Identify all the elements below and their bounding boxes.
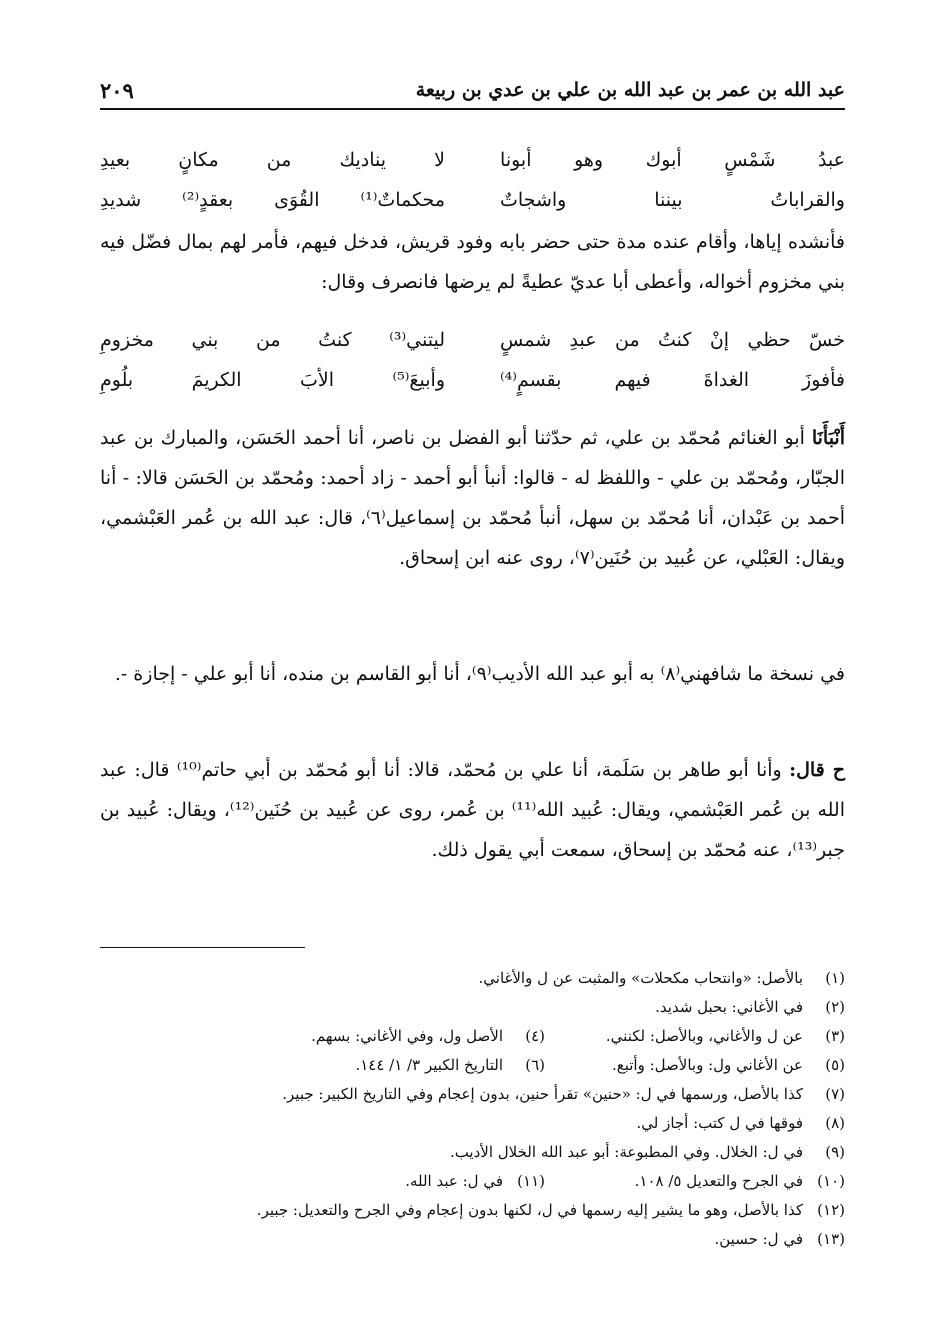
footnote-text: كذا بالأصل، وهو ما يشير إليه رسمها في ل، لكنها بدون إعجام وفي الجرح والتعديل: جبير. — [256, 1201, 803, 1219]
verse-word: والقراباتُ — [770, 189, 845, 211]
verse-word: مخزومِ — [100, 329, 154, 351]
footnote-text: في الجرح والتعديل ٥/ ١٠٨. — [634, 1172, 803, 1190]
footnote-number: (٨) — [825, 1114, 845, 1132]
footnote-row — [100, 1051, 845, 1080]
second-hemistich — [100, 189, 445, 211]
footnote-number: (١٠) — [817, 1172, 845, 1190]
first-hemistich — [500, 189, 845, 211]
footnote — [655, 993, 845, 1022]
footnote-number: (٧) — [825, 1085, 845, 1103]
footnote — [545, 1167, 845, 1196]
footnote — [257, 1196, 845, 1225]
verse-word: واشجاتٌ — [500, 189, 567, 211]
verse-word: محكماتٌ⁽¹⁾ — [360, 189, 445, 211]
footnote-text: عن ل والأغاني، وبالأصل: لكنني. — [605, 1027, 803, 1045]
verse-word: أبونا — [500, 149, 532, 171]
footnote-row — [100, 1138, 845, 1167]
isnad-lead: أَنْبَأَنَا — [811, 427, 845, 449]
footnote-number: (٥) — [825, 1056, 845, 1074]
footnote-text: فوقها في ل كتب: أجاز لي. — [636, 1114, 803, 1132]
verse-word: بعقدٍ⁽²⁾ — [182, 189, 234, 211]
verse-word: القُوَى — [274, 189, 320, 211]
verse-word: من — [255, 329, 281, 351]
first-hemistich — [500, 329, 845, 351]
isnad-paragraph — [100, 418, 845, 578]
verse-word: بني — [191, 329, 219, 351]
verse-word: خسّ — [809, 329, 845, 351]
verse-word: بقسمٍ⁽⁴⁾ — [500, 369, 562, 391]
verse-word: الغداةَ — [703, 369, 750, 391]
footnote-row — [100, 1022, 845, 1051]
second-hemistich — [100, 149, 445, 171]
footnotes — [100, 964, 845, 1254]
verse-word: وأبيعَ⁽⁵⁾ — [392, 369, 445, 391]
verse-word: الأبَ — [300, 369, 335, 391]
verse-word: من — [266, 149, 292, 171]
verse-word: من — [614, 329, 640, 351]
running-title: عبد الله بن عمر بن عبد الله بن علي بن عدي بن ربيعة — [415, 79, 845, 101]
footnote-number: (١١) — [517, 1172, 545, 1190]
verse-word: بيننا — [654, 189, 683, 211]
verse-word: فيهم — [614, 369, 651, 391]
footnote-row — [100, 964, 845, 993]
verse-word: مكانٍ — [178, 149, 219, 171]
footnote-text: كذا بالأصل، ورسمها في ل: «حنين» تقرأ حنين، بدون إعجام وفي التاريخ الكبير: جبير. — [282, 1085, 803, 1103]
verse-word: عبدُ — [817, 149, 845, 171]
footnote-text: الأصل ول، وفي الأغاني: بسهم. — [311, 1027, 503, 1045]
verse-word: إنْ — [709, 329, 730, 351]
first-hemistich — [500, 149, 845, 171]
footnote-number: (٣) — [825, 1027, 845, 1045]
footnote-text: في ل: حسين. — [714, 1230, 803, 1248]
verse-line — [100, 140, 845, 180]
footnote-text: في ل: عبد الله. — [405, 1172, 503, 1190]
footnote-row — [100, 1196, 845, 1225]
footnote — [282, 1080, 845, 1109]
verse-line — [100, 320, 845, 360]
footnote — [636, 1109, 845, 1138]
footnote — [479, 964, 846, 993]
first-hemistich — [500, 369, 845, 391]
second-isnad-lead: ح قال: — [789, 759, 845, 781]
verse-word: أبوك — [645, 149, 682, 171]
verse-word: بلُومِ — [100, 369, 134, 391]
verse-word: الكريمَ — [191, 369, 242, 391]
poem-1 — [100, 140, 845, 220]
footnote-number: (٢) — [825, 998, 845, 1016]
footnote-text: التاريخ الكبير ٣/ ١/ ١٤٤. — [355, 1056, 503, 1074]
verse-word: يناديك — [339, 149, 387, 171]
verse-word: ليتني⁽³⁾ — [389, 329, 445, 351]
footnote-number: (٦) — [525, 1056, 545, 1074]
footnote — [450, 1138, 845, 1167]
verse-word: شديدِ — [100, 189, 142, 211]
footnote-row — [100, 1167, 845, 1196]
second-hemistich — [100, 369, 445, 391]
narrative-paragraph: فأنشده إياها، وأقام عنده مدة حتى حضر بابه وفود قريش، فدخل فيهم، فأمر لهم بمال فضّل فيه بني مخزوم أخواله، وأعطى أبا عديّ عطيةً لم يرضها فانصرف وقال: — [100, 231, 845, 293]
book-page — [100, 62, 845, 1312]
footnote-text: في الأغاني: بحبل شديد. — [655, 998, 803, 1016]
verse-word: كنتُ — [318, 329, 352, 351]
footnote-number: (١٢) — [817, 1201, 845, 1219]
verse-word: حظي — [747, 329, 791, 351]
footnote-text: عن الأغاني ول: وبالأصل: وأتبع. — [611, 1056, 803, 1074]
isnad-text: أبو الغنائم مُحمّد بن علي، ثم حدّثنا أبو الفضل بن ناصر، أنا أحمد الحَسَن، والمبارك بن عبد الجبّار، ومُحمّد بن علي - واللفظ له - قالوا: أنبأ أبو أحمد - زاد أحمد: ومُحمّد بن الحَسَن قالا: - أنا أحمد بن عَبْدان، أنا مُحمّد بن سهل، أنبأ مُحمّد بن إسماعيل⁽٦⁾، قال: عبد الله بن عُمر العَبْشمي، ويقال: العَبْلي، عن عُبيد بن حُنَين⁽٧⁾، روى عنه ابن إسحاق. — [100, 427, 845, 569]
second-hemistich — [100, 329, 445, 351]
verse-line — [100, 180, 845, 220]
verse-word: لا — [434, 149, 445, 171]
page-number: ٢٠٩ — [100, 77, 134, 103]
footnote — [245, 1051, 545, 1080]
verse-word: شمسٍ — [500, 329, 552, 351]
second-isnad-paragraph — [100, 750, 845, 870]
verse-word: كنتُ — [658, 329, 692, 351]
footnote-row — [100, 993, 845, 1022]
footnote-number: (١) — [825, 969, 845, 987]
verse-word: وهو — [574, 149, 604, 171]
footnote — [714, 1225, 845, 1254]
page-header — [100, 72, 845, 108]
footnote-row — [100, 1109, 845, 1138]
second-isnad-text: وأنا أبو طاهر بن سَلَمة، أنا علي بن مُحمّد، قالا: أنا أبو مُحمّد بن أبي حاتم⁽¹⁰⁾ قال: عبد الله بن عُمر العَبْشمي، ويقال: عُبيد الله⁽¹¹⁾ بن عُمر، روى عن عُبيد بن حُنَين⁽¹²⁾، ويقال: عُبيد بن جبر⁽¹³⁾، عنه مُحمّد بن إسحاق، سمعت أبي يقول ذلك. — [100, 759, 846, 861]
footnote-row — [100, 1225, 845, 1254]
footnote — [245, 1167, 545, 1196]
footnote-text: في ل: الخلال. وفي المطبوعة: أبو عبد الله الخلال الأديب. — [449, 1143, 803, 1161]
footnote — [245, 1022, 545, 1051]
footnote-text: بالأصل: «وانتحاب مكحلات» والمثبت عن ل والأغاني. — [478, 969, 803, 987]
footnote-number: (١٣) — [817, 1230, 845, 1248]
poem-2 — [100, 320, 845, 400]
header-rule — [100, 108, 845, 110]
footnote — [545, 1051, 845, 1080]
footnote-number: (٩) — [825, 1143, 845, 1161]
footnote-separator — [100, 947, 305, 948]
verse-word: عبدِ — [569, 329, 597, 351]
nuskha-paragraph: في نسخة ما شافهني⁽٨⁾ به أبو عبد الله الأديب⁽٩⁾، أنا أبو القاسم بن منده، أنا أبو علي - إجازة -. — [114, 663, 845, 685]
footnote-row — [100, 1080, 845, 1109]
verse-word: بعيدِ — [100, 149, 131, 171]
verse-word: شَمْسٍ — [724, 149, 776, 171]
verse-word: فأفوزَ — [802, 369, 845, 391]
footnote-number: (٤) — [525, 1027, 545, 1045]
footnote — [545, 1022, 845, 1051]
verse-line — [100, 360, 845, 400]
